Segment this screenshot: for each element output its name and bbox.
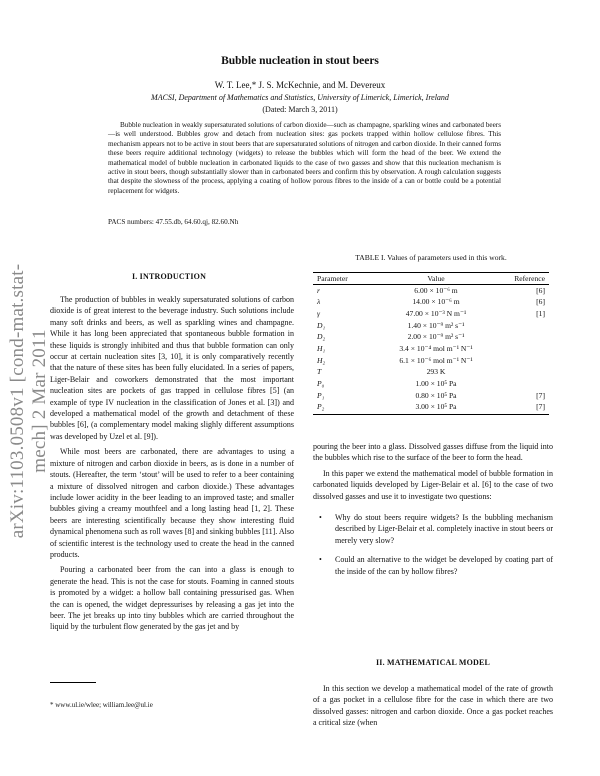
table-row: [313, 285, 549, 297]
arxiv-side-label: arXiv:1103.0508v1 [cond-mat.stat-mech] 2 Mar 2011: [7, 263, 50, 539]
bullet-icon: •: [319, 555, 322, 565]
value-cell: 0.80 × 10⁵ Pa: [415, 390, 457, 400]
header-parameter: Parameter: [313, 273, 375, 285]
reference-cell: [6]: [536, 285, 545, 295]
parameters-table: [313, 272, 549, 415]
pacs-numbers: PACS numbers: 47.55.db, 64.60.qj, 82.60.Nh: [108, 218, 239, 226]
value-cell: 3.4 × 10⁻⁴ mol m⁻¹ N⁻¹: [399, 344, 473, 354]
value-cell: 14.00 × 10⁻⁶ m: [412, 297, 460, 307]
reference-cell: [7]: [536, 390, 545, 400]
date-line: (Dated: March 3, 2011): [262, 105, 338, 114]
reference-cell: [497, 355, 549, 367]
value-cell: 293 K: [426, 367, 446, 377]
value-cell: 3.00 × 10⁵ Pa: [415, 402, 457, 412]
table-row: [313, 390, 549, 402]
authors: W. T. Lee,* J. S. McKechnie, and M. Devereux: [214, 80, 386, 90]
section-heading-introduction: I. INTRODUCTION: [131, 272, 207, 281]
header-value: Value: [375, 273, 497, 285]
reference-cell: [497, 320, 549, 332]
header-reference: Reference: [497, 273, 549, 285]
value-cell: 1.00 × 10⁵ Pa: [415, 379, 457, 389]
param-cell: H₁: [317, 344, 326, 354]
intro-paragraph-1: The production of bubbles in weakly supersaturated solutions of carbon dioxide is of great interest to the beverage industry. Such solutions include many soft drinks and beers, as well as sparkling wines and champagne. While it has long been appreciated that spontaneous bubble formation in these liquids is strongly inhibited and thus that bubble formation can only occur at certain nucleation sites [3, 10], it is only comparatively recently that the nature of these sites has been fully elucidated. In a series of papers, Liger-Belair and coworkers demonstrated that the most important nucleation sites are pockets of gas trapped in cellulose fibres [5] (an example of type IV nucleation in the classification of Jones et al. [3]) and developed a mathematical model of the growth and detachment of these bubbles [6], (a complementary model making slighly different assumptions was developed by Uzel et al. [9]).: [50, 295, 294, 441]
affiliation: MACSI, Department of Mathematics and Statistics, University of Limerick, Limerick, Ireland: [151, 93, 449, 102]
table-row: [313, 355, 549, 367]
research-questions: [313, 512, 553, 585]
right-column-text: [313, 441, 553, 506]
value-cell: 47.00 × 10⁻³ N m⁻¹: [405, 308, 467, 318]
table-row: [313, 343, 549, 355]
reference-cell: [497, 332, 549, 344]
reference-cell: [497, 343, 549, 355]
table-row: [313, 367, 549, 379]
bullet-icon: •: [319, 513, 322, 522]
reference-cell: [1]: [536, 308, 545, 318]
table-row: [313, 320, 549, 332]
intro-paragraph-3: Pouring a carbonated beer from the can into a glass is enough to generate the head. This is not the case for stouts. Foaming in canned stouts is promoted by a widget: a hollow ball containing pressurised gas. When the can is opened, the widget depressurises by releasing a gas jet into the beer. The jet breaks up into tiny bubbles which are carried throughout the liquid by the turbulent flow generated by the gas jet and by: [50, 565, 294, 632]
table-header-row: [313, 273, 549, 285]
list-item: [313, 512, 553, 546]
value-cell: 2.00 × 10⁻⁹ m² s⁻¹: [407, 332, 465, 342]
model-column: [313, 683, 553, 733]
reference-cell: [497, 379, 549, 391]
abstract: Bubble nucleation in weakly supersaturated solutions of carbon dioxide—such as champagne, sparkling wines and carbonated beers—is well understood. Bubbles grow and detach from nucleation sites: gas pockets trapped within hollow cellulose fibres. This mechanism appears not to be active in stout beers that are supersaturated solutions of nitrogen and carbon dioxide. In their canned forms these beers require additional technology (widgets) to release the bubbles which will form the head of the beer. We extend the mathematical model of bubble nucleation in carbonated liquids to the case of two gasses and show that this nucleation mechanism is active in stout beers, though substantially slower than in carbonated beers and confirm this by observation. A rough calculation suggests that despite the slowness of the process, applying a coating of hollow porous fibres to the inside of a can or bottle could be a potential replacement for widgets.: [108, 121, 501, 195]
param-cell: P₂: [317, 402, 325, 412]
model-paragraph: In this section we develop a mathematical model of the rate of growth of a gas pocket in a cellulose fibre for the case in which there are two dissolved gasses: nitrogen and carbon dioxide. Once a gas pocket reaches a critical size (when: [313, 684, 553, 728]
reference-cell: [497, 367, 549, 379]
intro-column: [50, 294, 294, 637]
paper-title: Bubble nucleation in stout beers: [221, 55, 379, 67]
table-row: [313, 308, 549, 320]
table-caption: TABLE I. Values of parameters used in this work.: [355, 253, 507, 262]
right-paragraph-1: pouring the beer into a glass. Dissolved gasses diffuse from the liquid into the bubbles which rise to the surface of the beer to form the head.: [313, 442, 553, 463]
param-cell: D₂: [317, 332, 326, 342]
intro-paragraph-2: While most beers are carbonated, there are advantages to using a mixture of nitrogen and carbon dioxide in beers, as is done in a number of stouts. (Hereafter, the term ‘stout’ will be used to refer to a beer containing a mixture of dissolved nitrogen and carbon dioxide.) These advantages include lower acidity in the beer leading to an improved taste; and smaller bubbles giving a creamy mouthfeel and a long lasting head [1, 2]. These beers are interesting scientifically because they show interesting fluid dynamical phenomena such as roll waves [8] and sinking bubbles [11]. Also of scientific interest is the technology used to create the head in the canned products.: [50, 447, 294, 559]
reference-cell: [6]: [536, 297, 545, 307]
table-row: [313, 332, 549, 344]
footnote: * www.ul.ie/wlee; william.lee@ul.ie: [50, 701, 153, 709]
param-cell: D₁: [317, 320, 326, 330]
right-paragraph-2: In this paper we extend the mathematical model of bubble formation in carbonated liquids developed by Liger-Belair et al. [6] to the case of two dissolved gasses and use it to investigate two questions:: [313, 468, 553, 501]
param-cell: P₀: [317, 379, 325, 389]
list-item: [313, 554, 553, 577]
param-cell: λ: [317, 297, 321, 307]
question-text: Could an alternative to the widget be developed by coating part of the inside of the can by hollow fibres?: [335, 555, 553, 576]
param-cell: γ: [317, 308, 320, 318]
table-row: [313, 379, 549, 391]
question-text: Why do stout beers require widgets? Is the bubbling mechanism described by Liger-Belair et al. completely inactive in stout beers or merely very slow?: [335, 513, 553, 545]
value-cell: 1.40 × 10⁻⁹ m² s⁻¹: [407, 320, 465, 330]
param-cell: r: [317, 285, 320, 295]
param-cell: H₂: [317, 355, 326, 365]
param-cell: P₁: [317, 390, 325, 400]
table-row: [313, 402, 549, 414]
reference-cell: [7]: [536, 402, 545, 412]
param-cell: T: [317, 367, 322, 377]
table-row: [313, 297, 549, 309]
value-cell: 6.00 × 10⁻⁶ m: [414, 285, 458, 295]
footnote-rule: [50, 682, 96, 683]
value-cell: 6.1 × 10⁻⁶ mol m⁻¹ N⁻¹: [399, 355, 473, 365]
section-heading-mathematical-model: II. MATHEMATICAL MODEL: [375, 658, 491, 667]
